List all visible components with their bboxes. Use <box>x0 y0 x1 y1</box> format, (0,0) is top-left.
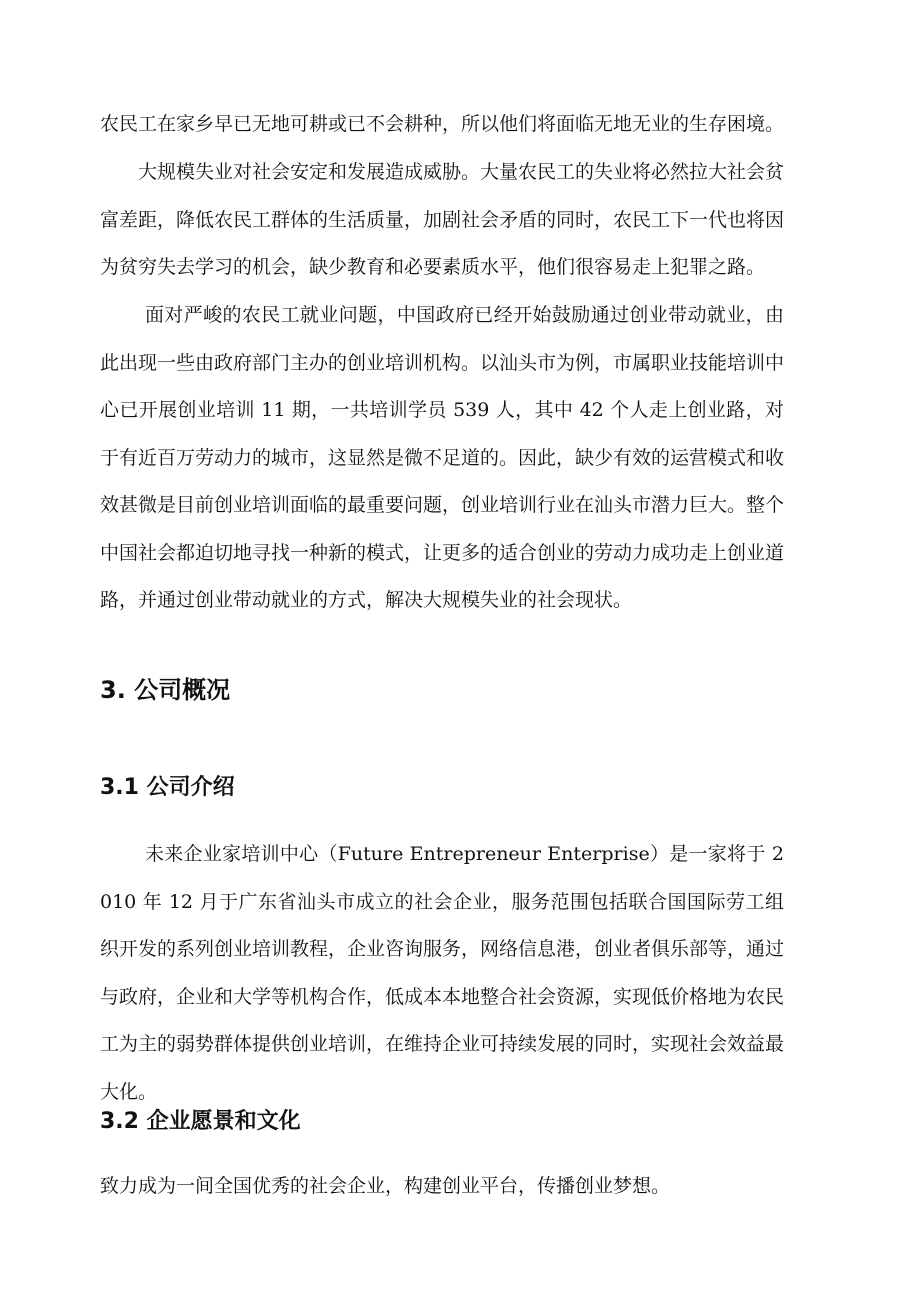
section-heading-vision-culture: 3.2 企业愿景和文化 <box>100 1109 301 1134</box>
section-heading-company-introduction: 3.1 公司介绍 <box>100 775 235 800</box>
paragraph-intro-tail: 农民工在家乡早已无地可耕或已不会耕种，所以他们将面临无地无业的生存困境。 <box>100 113 785 135</box>
paragraph-unemployment-threat: 大规模失业对社会安定和发展造成威胁。大量农民工的失业将必然拉大社会贫富差距，降低农民工群体的生活质量，加剧社会矛盾的同时，农民工下一代也将因为贫穷失去学习的机会，缺少教育和必要素质水平，他们很容易走上犯罪之路。 <box>100 161 785 278</box>
paragraph-government-response: 面对严峻的农民工就业问题，中国政府已经开始鼓励通过创业带动就业，由此出现一些由政府部门主办的创业培训机构。以汕头市为例，市属职业技能培训中心已开展创业培训 11 期，一共培训学员 539 人，其中 42 个人走上创业路，对于有近百万劳动力的城市，这显然是微不足道的。因此，缺少有效的运营模式和收效甚微是目前创业培训面临的最重要问题，创业培训行业在汕头市潜力巨大。整个中国社会都迫切地寻找一种新的模式，让更多的适合创业的劳动力成功走上创业道路，并通过创业带动就业的方式，解决大规模失业的社会现状。 <box>100 304 785 611</box>
paragraph-company-introduction: 未来企业家培训中心（Future Entrepreneur Enterprise）是一家将于 2010 年 12 月于广东省汕头市成立的社会企业，服务范围包括联合国国际劳工组织开发的系列创业培训教程，企业咨询服务，网络信息港，创业者俱乐部等，通过与政府，企业和大学等机构合作，低成本本地整合社会资源，实现低价格地为农民工为主的弱势群体提供创业培训，在维持企业可持续发展的同时，实现社会效益最大化。 <box>100 843 785 1103</box>
section-heading-company-overview: 3. 公司概况 <box>100 676 231 704</box>
paragraph-vision-statement: 致力成为一间全国优秀的社会企业，构建创业平台，传播创业梦想。 <box>100 1175 671 1197</box>
